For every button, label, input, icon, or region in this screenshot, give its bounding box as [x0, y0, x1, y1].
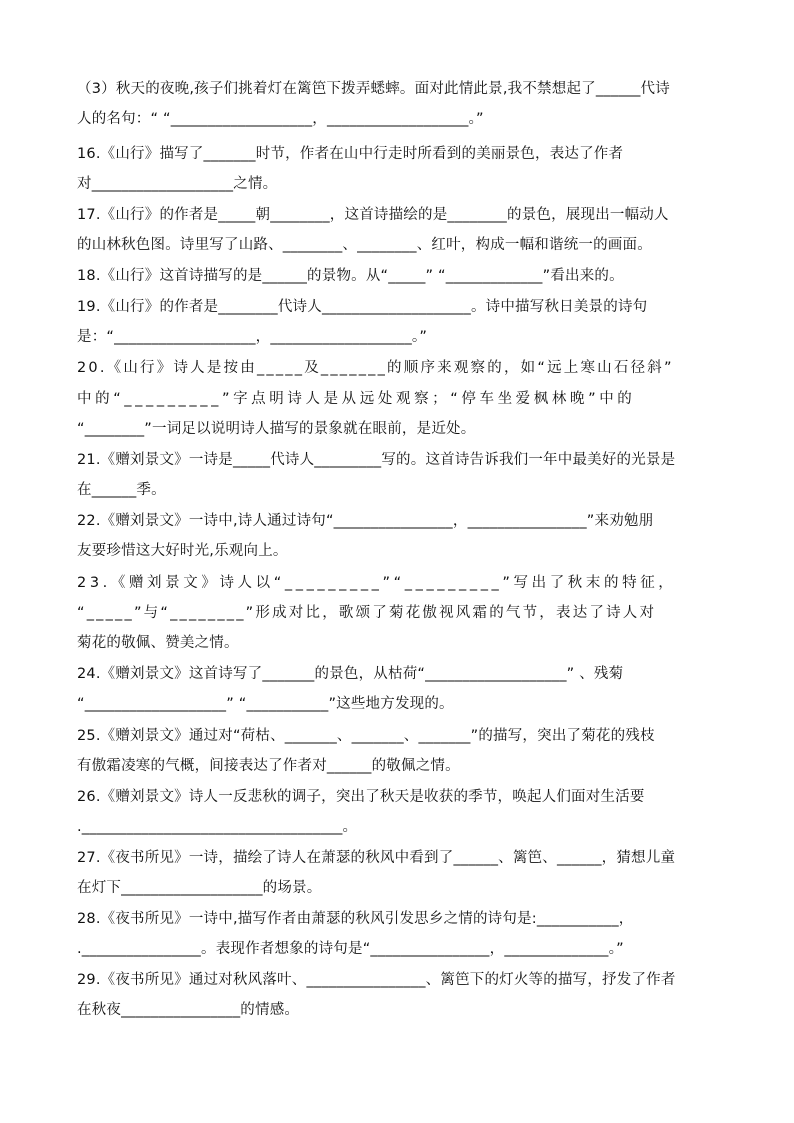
line-q18: 18.《山行》这首诗描写的是______的景物。从“_____” “_____________”看出来的。 [77, 268, 624, 284]
line-q16-cont: 对___________________之情。 [77, 176, 278, 192]
line-q23-cont2: 菊花的敬佩、赞美之情。 [77, 635, 239, 651]
line-q20: 20.《山行》诗人是按由_____及_______的顺序来观察的，如“远上寒山石径斜” [77, 360, 674, 376]
line-q21: 21.《赠刘景文》一诗是_____代诗人_________写的。这首诗告诉我们一年中最美好的光景是 [77, 452, 676, 468]
line-q19: 19.《山行》的作者是________代诗人____________________。诗中描写秋日美景的诗句 [77, 299, 648, 315]
line-q17-cont: 的山林秋色图。诗里写了山路、________、________、红叶，构成一幅和谐统一的画面。 [77, 237, 652, 253]
line-q26-cont: .___________________________________。 [77, 819, 358, 835]
line-q25-cont: 有傲霜凌寒的气概，间接表达了作者对______的敬佩之情。 [77, 758, 460, 774]
line-q27: 27.《夜书所见》一诗，描绘了诗人在萧瑟的秋风中看到了______、篱笆、______，猜想儿童 [77, 850, 676, 866]
line-q19-cont: 是：“___________________，___________________。” [77, 329, 428, 345]
line-q27-cont: 在灯下___________________的场景。 [77, 880, 322, 896]
line-q29-cont: 在秋夜________________的情感。 [77, 1002, 300, 1018]
line-q25: 25.《赠刘景文》通过对“荷枯、_______、_______、_______”的描写，突出了菊花的残枝 [77, 728, 655, 744]
line-q26: 26.《赠刘景文》诗人一反悲秋的调子，突出了秋天是收获的季节，唤起人们面对生活要 [77, 789, 645, 805]
line-q28: 28.《夜书所见》一诗中,描写作者由萧瑟的秋风引发思乡之情的诗句是:___________， [77, 911, 634, 927]
line-q28-cont: .________________。表现作者想象的诗句是“________________，______________。” [77, 941, 624, 957]
line-q22: 22.《赠刘景文》一诗中,诗人通过诗句“________________，________________”来劝勉朋 [77, 513, 654, 529]
line-q23: 23.《赠刘景文》诗人以“_________”“_________”写出了秋末的特征， [77, 575, 677, 591]
line-q22-cont: 友要珍惜这大好时光,乐观向上。 [77, 543, 288, 559]
line-q23-cont1: “_____”与“________”形成对比，歌颂了菊花傲视风霜的气节，表达了诗人对 [77, 605, 657, 621]
line-q20-cont1: 中的“_________”字点明诗人是从远处观察；“停车坐爱枫林晚”中的 [77, 391, 636, 407]
line-q3: （3）秋天的夜晚,孩子们挑着灯在篱笆下拨弄蟋蟀。面对此情此景,我不禁想起了______代诗 [77, 81, 670, 97]
line-q17: 17.《山行》的作者是_____朝________，这首诗描绘的是________的景色，展现出一幅动人 [77, 207, 669, 223]
line-q24-cont: “___________________” “___________”这些地方发现的。 [77, 696, 454, 712]
line-q16: 16.《山行》描写了_______时节，作者在山中行走时所看到的美丽景色，表达了作者 [77, 146, 624, 162]
line-q29: 29.《夜书所见》通过对秋风落叶、________________、篱笆下的灯火等的描写，抒发了作者 [77, 972, 676, 988]
line-q21-cont: 在______季。 [77, 482, 166, 498]
line-q20-cont2: “________”一词足以说明诗人描写的景象就在眼前，是近处。 [77, 421, 476, 437]
line-q24: 24.《赠刘景文》这首诗写了_______的景色，从枯荷“___________________” 、残菊 [77, 666, 624, 682]
line-q3-cont: 人的名句：“ “___________________，___________________。” [77, 111, 484, 127]
